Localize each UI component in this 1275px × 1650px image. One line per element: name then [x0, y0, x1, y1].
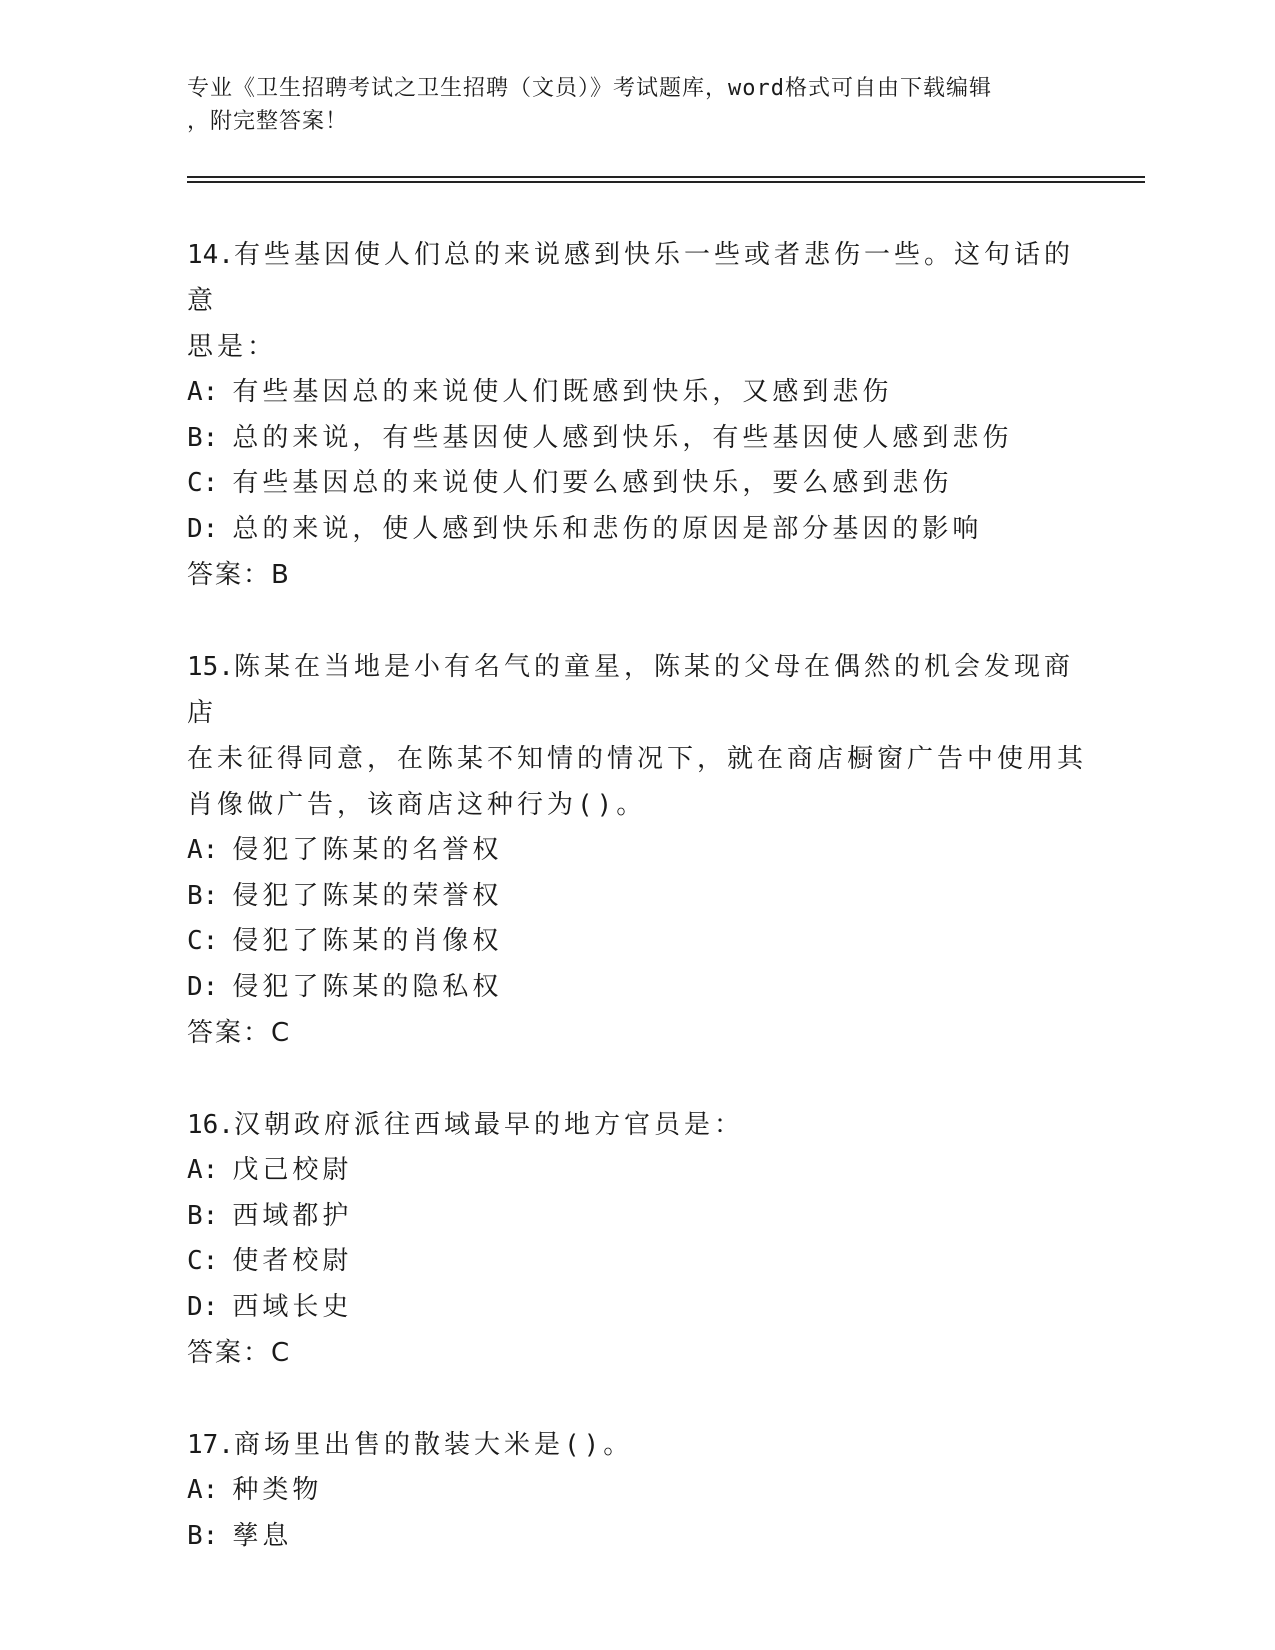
option-b: [187, 1194, 1087, 1240]
stem-line: 陈某在当地是小有名气的童星，陈某的父母在偶然的机会发现商店: [187, 652, 1074, 728]
option-letter: D:: [187, 971, 219, 1002]
stem-line: 思是：: [187, 332, 278, 362]
option-letter: C:: [187, 926, 219, 956]
option-letter: A:: [187, 835, 219, 865]
option-text: 有些基因总的来说使人们既感到快乐，又感到悲伤: [232, 377, 893, 407]
option-text: 侵犯了陈某的名誉权: [232, 835, 503, 865]
answer-key: 答案：B: [187, 560, 291, 590]
question-16: [187, 1102, 1087, 1376]
option-a: [187, 828, 1087, 874]
question-list: [187, 232, 1087, 1605]
option-b: [187, 416, 1087, 462]
option-letter: C:: [187, 468, 219, 498]
stem-line: 肖像做广告，该商店这种行为()。: [187, 790, 647, 820]
question-number: 15.: [187, 652, 234, 682]
option-letter: A:: [187, 377, 219, 407]
option-text: 总的来说，有些基因使人感到快乐，有些基因使人感到悲伤: [232, 422, 1013, 453]
option-b: [187, 1514, 1087, 1560]
option-letter: A:: [187, 1475, 219, 1505]
option-letter: B:: [187, 1200, 219, 1231]
option-c: [187, 1239, 1087, 1285]
option-c: [187, 919, 1087, 965]
option-text: 侵犯了陈某的肖像权: [232, 926, 503, 956]
option-a: [187, 370, 1087, 416]
option-d: [187, 1285, 1087, 1331]
option-text: 侵犯了陈某的隐私权: [232, 971, 503, 1002]
header-divider-bottom: [187, 181, 1145, 183]
stem-line: 在未征得同意，在陈某不知情的情况下，就在商店橱窗广告中使用其: [187, 744, 1088, 774]
question-stem: [187, 232, 1087, 370]
option-letter: B:: [187, 880, 219, 911]
question-15: [187, 644, 1087, 1056]
answer-key: 答案：C: [187, 1338, 292, 1368]
option-letter: A:: [187, 1155, 219, 1185]
header-line-1: 专业《卫生招聘考试之卫生招聘（文员）》考试题库，word格式可自由下载编辑: [187, 76, 992, 101]
document-header: [187, 72, 1087, 138]
stem-line: 有些基因使人们总的来说感到快乐一些或者悲伤一些。这句话的意: [187, 240, 1074, 316]
option-text: 戊己校尉: [232, 1155, 353, 1185]
question-stem: [187, 644, 1087, 828]
option-text: 有些基因总的来说使人们要么感到快乐，要么感到悲伤: [232, 468, 953, 498]
option-text: 总的来说，使人感到快乐和悲伤的原因是部分基因的影响: [232, 513, 983, 544]
option-d: [187, 507, 1087, 553]
question-number: 14.: [187, 240, 234, 270]
answer-key: 答案：C: [187, 1018, 292, 1048]
stem-line: 商场里出售的散装大米是()。: [233, 1430, 634, 1460]
question-stem: [187, 1422, 1087, 1468]
option-d: [187, 965, 1087, 1011]
question-number: 17.: [187, 1430, 234, 1460]
option-letter: D:: [187, 1291, 219, 1322]
option-text: 种类物: [232, 1475, 323, 1505]
header-line-2: ，附完整答案！: [187, 109, 349, 134]
option-text: 西域都护: [232, 1200, 353, 1231]
option-text: 侵犯了陈某的荣誉权: [232, 880, 503, 911]
header-divider-top: [187, 176, 1145, 178]
option-letter: B:: [187, 422, 219, 453]
stem-line: 汉朝政府派往西域最早的地方官员是：: [233, 1110, 744, 1140]
option-a: [187, 1148, 1087, 1194]
option-letter: C:: [187, 1246, 219, 1276]
option-text: 使者校尉: [232, 1246, 353, 1276]
option-letter: D:: [187, 513, 219, 544]
option-letter: B:: [187, 1520, 219, 1551]
option-a: [187, 1468, 1087, 1514]
question-17: [187, 1422, 1087, 1559]
question-14: [187, 232, 1087, 598]
question-number: 16.: [187, 1110, 234, 1140]
option-c: [187, 461, 1087, 507]
option-b: [187, 874, 1087, 920]
question-stem: [187, 1102, 1087, 1148]
option-text: 西域长史: [232, 1291, 353, 1322]
option-text: 孳息: [232, 1520, 293, 1551]
